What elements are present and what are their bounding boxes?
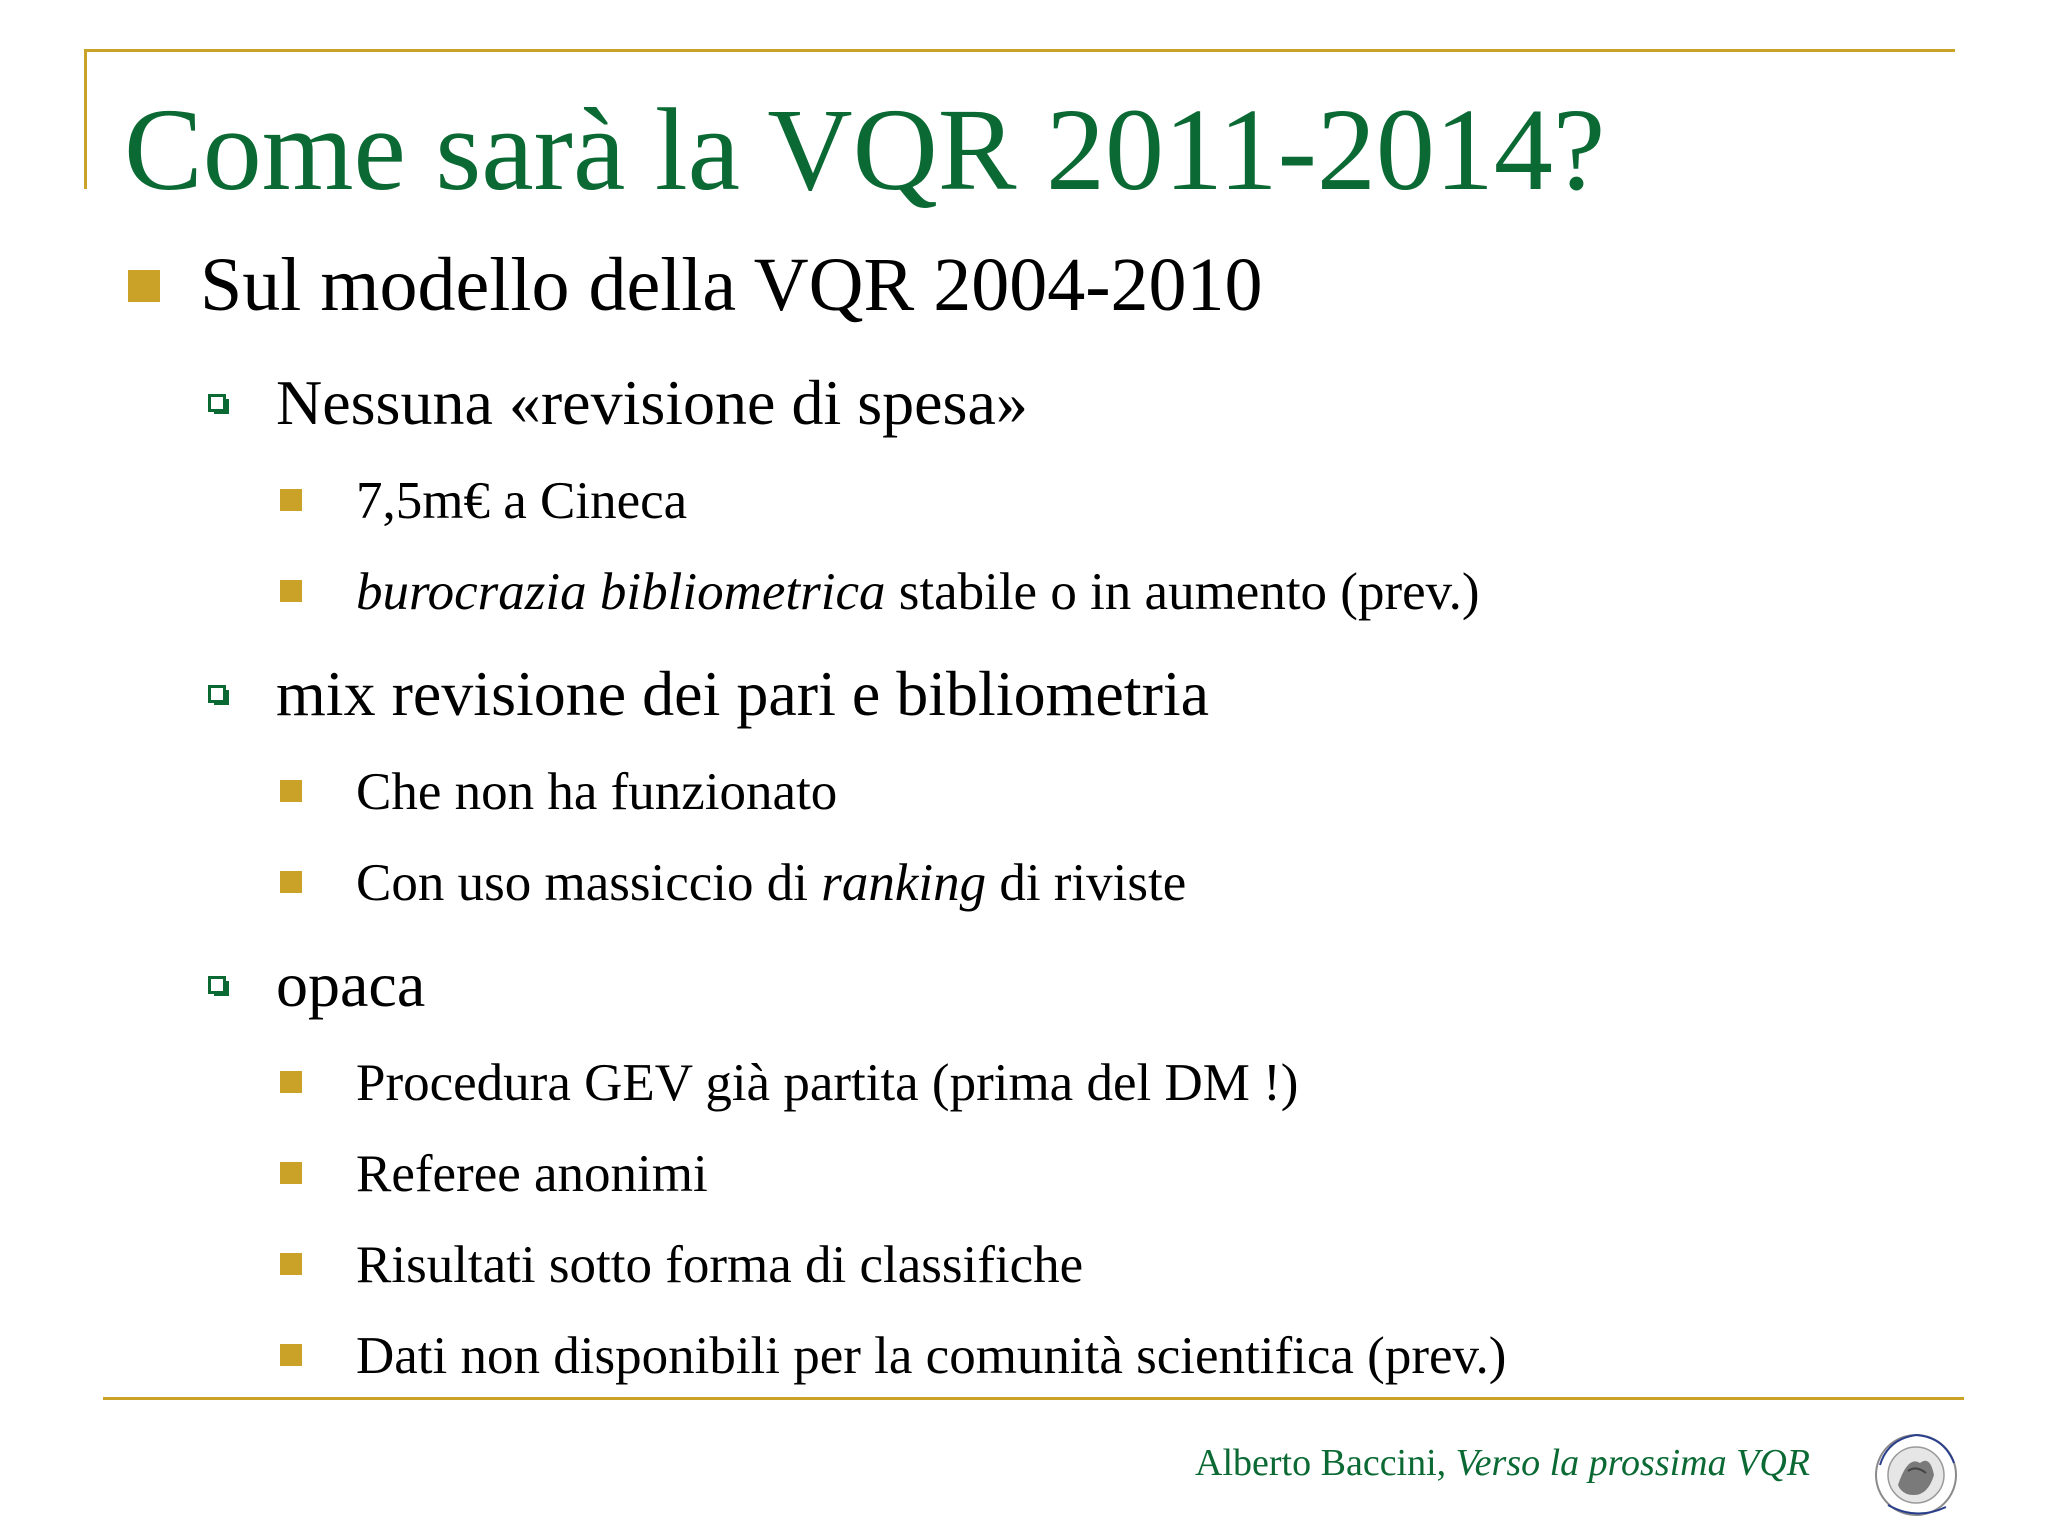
top-rule [84,49,1955,52]
sub-bullet-1: Nessuna «revisione di spesa» [276,367,1028,438]
academy-seal-icon [1868,1425,1964,1525]
square-bullet-icon [280,1071,302,1093]
square-bullet-icon [280,1344,302,1366]
italic-term: ranking [821,854,987,912]
italic-term: burocrazia bibliometrica [356,563,886,621]
left-rule [84,49,87,189]
square-bullet-icon [280,580,302,602]
checkbox-bullet-icon [208,685,226,703]
item-cineca: 7,5m€ a Cineca [356,472,688,530]
square-bullet-icon [128,270,160,302]
bottom-rule [103,1397,1964,1400]
slide-title: Come sarà la VQR 2011-2014? [124,84,1606,215]
footer-credit [1195,1440,1810,1486]
item-ranking-a: Con uso massiccio di [356,854,822,912]
item-ranking [356,850,1186,916]
square-bullet-icon [280,780,302,802]
sub-bullet-3: opaca [276,949,426,1020]
square-bullet-icon [280,489,302,511]
item-ranking-b: di riviste [986,854,1187,912]
footer-work: Verso la prossima VQR [1455,1442,1810,1484]
sub-bullet-2: mix revisione dei pari e bibliometria [276,658,1210,729]
item-gev: Procedura GEV già partita (prima del DM !) [356,1054,1299,1112]
checkbox-bullet-icon [208,976,226,994]
item-burocrazia-rest: stabile o in aumento (prev.) [885,563,1480,621]
footer-author: Alberto Baccini, [1195,1442,1456,1484]
square-bullet-icon [280,1253,302,1275]
square-bullet-icon [280,871,302,893]
square-bullet-icon [280,1162,302,1184]
item-dati: Dati non disponibili per la comunità scientifica (prev.) [356,1327,1507,1385]
item-funzionato: Che non ha funzionato [356,763,838,821]
item-classifiche: Risultati sotto forma di classifiche [356,1236,1084,1294]
item-referee: Referee anonimi [356,1145,708,1203]
checkbox-bullet-icon [208,394,226,412]
item-burocrazia [356,559,1480,625]
bullet-l1: Sul modello della VQR 2004-2010 [200,243,1263,327]
